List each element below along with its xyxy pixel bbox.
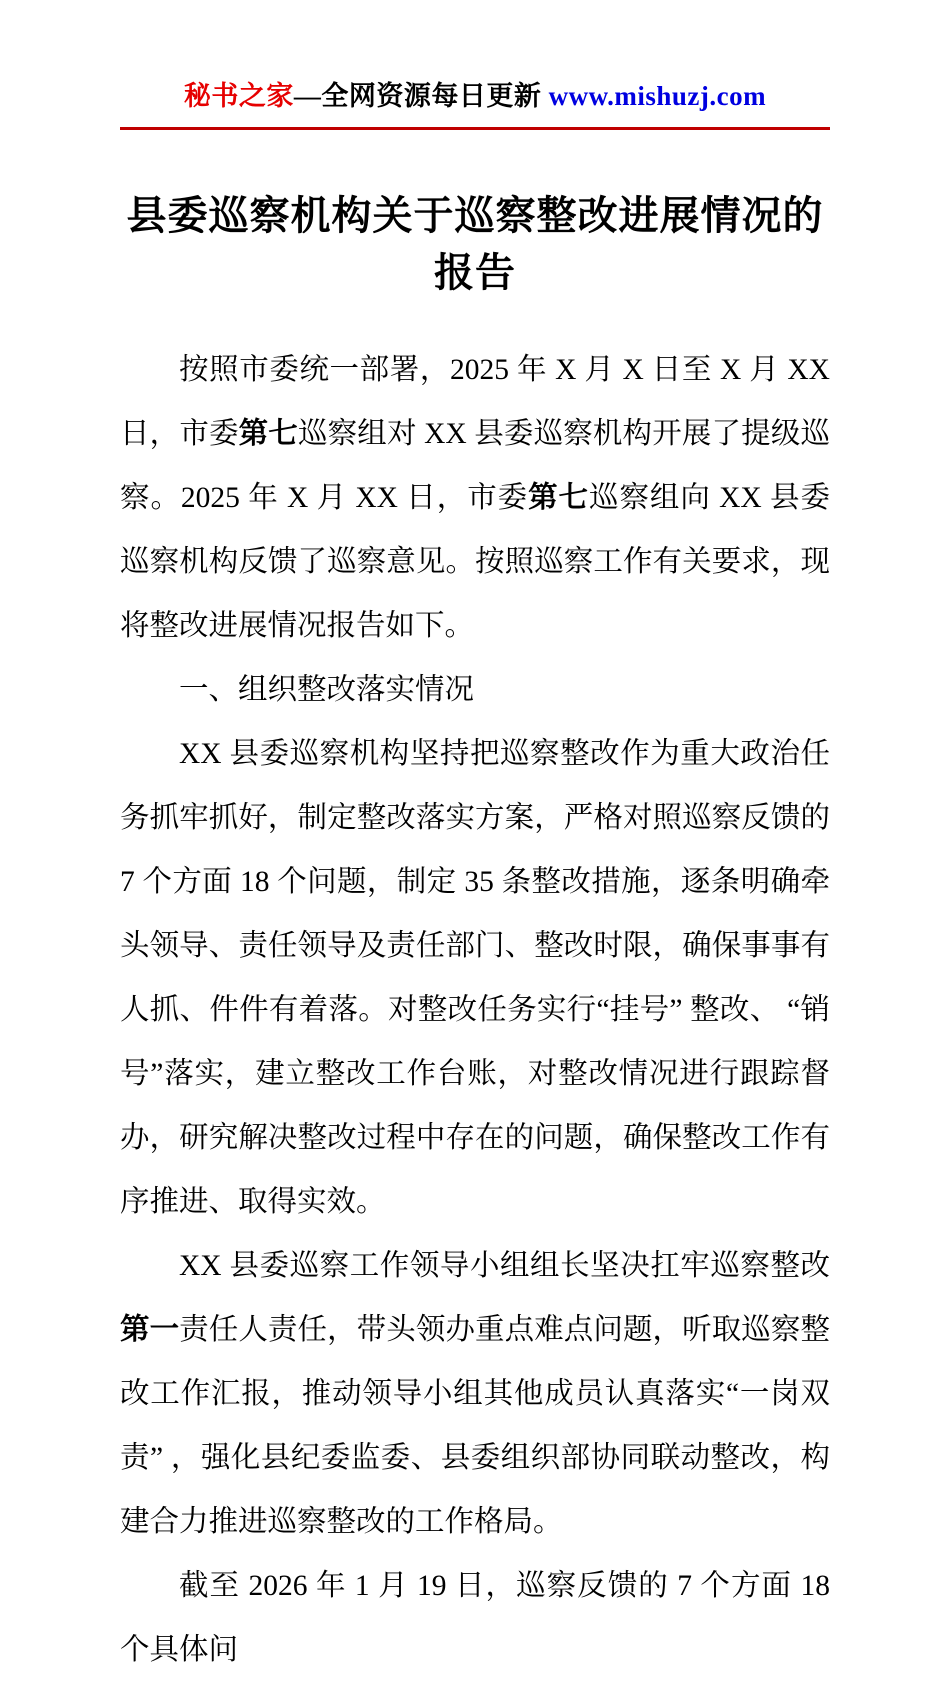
text-run: 巡察组向 XX 县委巡察机构反馈了巡察意见。按照巡察工作有关要求，现将整改进展情况报告如下。 xyxy=(120,482,831,642)
site-url-link[interactable]: www.mishuzj.com xyxy=(548,81,767,111)
site-brand: 秘书之家 xyxy=(183,81,294,111)
header-divider xyxy=(120,127,830,130)
text-run: XX 县委巡察机构坚持把巡察整改作为重大政治任务抓牢抓好，制定整改落实方案，严格对照巡察反馈的 7 个方面 18 个问题，制定 35 条整改措施，逐条明确牵头领导、责任领导及责任部门、整改时限，确保事事有人抓、件件有着落。对整改任务实行“挂号” 整改、 “销号”落实，建立整改工作台账，对整改情况进行跟踪督办，研究解决整改过程中存在的问题，确保整改工作有序推进、取得实效。 xyxy=(120,738,830,1218)
paragraph xyxy=(120,722,830,1234)
site-header xyxy=(120,74,830,113)
text-run: 截至 2026 年 1 月 19 日，巡察反馈的 7 个方面 18 个具体问 xyxy=(120,1570,830,1666)
text-run: 责任人责任，带头领办重点难点问题，听取巡察整改工作汇报，推动领导小组其他成员认真落实“一岗双责” ，强化县纪委监委、县委组织部协同联动整改，构建合力推进巡察整改的工作格局。 xyxy=(120,1314,830,1538)
text-run: 第七 xyxy=(528,482,590,514)
text-run: 一、组织整改落实情况 xyxy=(179,674,475,706)
text-run: 巡察组对 XX 县委巡察机构开展了提级巡察。2025 年 X 月 XX 日，市委 xyxy=(120,418,830,514)
paragraph xyxy=(120,658,830,722)
paragraph xyxy=(120,1234,830,1554)
paragraph xyxy=(120,338,830,658)
text-run: 第七 xyxy=(238,418,298,450)
text-run: 按照市委统一部署，2025 年 X 月 X 日至 X 月 XX 日，市委 xyxy=(120,354,830,450)
site-tagline: —全网资源每日更新 xyxy=(293,81,549,111)
document-body xyxy=(120,338,830,1682)
text-run: 第一 xyxy=(120,1314,180,1346)
text-run: XX 县委巡察工作领导小组组长坚决扛牢巡察整改 xyxy=(179,1250,830,1282)
document-title: 县委巡察机构关于巡察整改进展情况的报告 xyxy=(126,193,824,295)
paragraph xyxy=(120,1554,830,1682)
